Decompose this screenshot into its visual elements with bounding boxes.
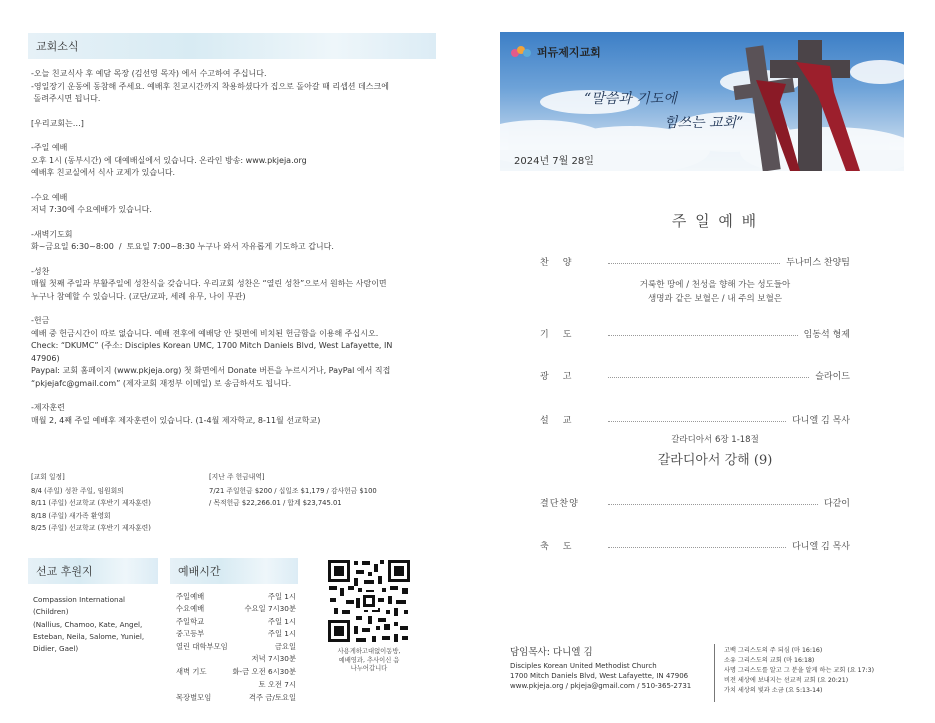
offering-title: [지난 주 헌금내역] bbox=[209, 473, 265, 481]
banner bbox=[500, 32, 904, 171]
scripture-reference: 갈라디아서 6장 1-18절 bbox=[671, 435, 759, 445]
order-praise: 찬양 두나미스 찬양팀 bbox=[540, 257, 850, 268]
church-mission bbox=[724, 646, 874, 696]
service-row: 새벽 기도 화-금 오전 6시30분 bbox=[176, 667, 296, 676]
news-item: [우리교회는…] bbox=[31, 118, 84, 128]
praise-verse-1: 거룩한 땅에 / 천성을 향해 가는 성도들아 bbox=[639, 280, 791, 290]
schedule-item: 8/11 (주일) 선교학교 (후반기 제자훈련) bbox=[31, 499, 151, 507]
service-row: 중고등부 주일 1시 bbox=[176, 629, 296, 638]
praise-verse-2: 생명과 같은 보혈은 / 내 주의 보혈은 bbox=[647, 294, 783, 304]
slogan-line-2: 힘쓰는 교회” bbox=[664, 115, 744, 131]
news-item: -성찬 매월 첫째 주일과 부활주일에 성찬식을 갖습니다. 우리교회 성찬은 “열린 성찬”으로서 원하는 사람이면 누구나 참예할 수 있습니다. (교단/교파, 세례 유무, 나이 무관) bbox=[31, 266, 387, 301]
mission-line: 가치 세상의 빛과 소금 (요 5:13-14) bbox=[724, 687, 823, 694]
footer-divider bbox=[714, 644, 715, 702]
mission-line: 사명 그리스도를 알고 그 분을 알게 하는 교회 (요 17:3) bbox=[724, 667, 874, 674]
org-contact[interactable]: www.pkjeja.org / pkjeja@gmail.com / 510-365-2731 bbox=[510, 682, 692, 690]
church-name: 퍼듀제지교회 bbox=[537, 46, 601, 59]
order-benediction: 축도 다니엘 김 목사 bbox=[540, 541, 850, 552]
pastor-name: 담임목사: 다니엘 김 bbox=[510, 647, 593, 658]
church-schedule bbox=[31, 472, 211, 534]
offering-line: / 목적헌금 $22,266.01 / 합계 $23,745.01 bbox=[209, 499, 342, 507]
service-row: 주일학교 주일 1시 bbox=[176, 617, 296, 626]
schedule-item: 8/4 (주일) 성찬 주일, 임원회의 bbox=[31, 486, 124, 495]
mission-title: 선교 후원지 bbox=[36, 565, 93, 578]
sermon-title: 갈라디아서 강해 (9) bbox=[657, 453, 773, 468]
mission-text: Compassion International (Children) (Nallius, Chamoo, Kate, Angel, Esteban, Neila, Salome, Yuniel, Didier, Gael) bbox=[33, 595, 145, 654]
schedule-item: 8/25 (주일) 선교학교 (후반기 제자훈련) bbox=[31, 524, 151, 532]
service-row: 토 오전 7시 bbox=[258, 680, 296, 689]
service-row: 열린 대학부모임 금요일 bbox=[176, 642, 296, 651]
order-commitment: 결단찬양 다같이 bbox=[540, 498, 850, 509]
news-item: -헌금 예배 중 헌금시간이 따로 없습니다. 예배 전후에 예배당 안 뒷편에 비치된 헌금함을 이용해 주십시오. Check: “DKUMC” (주소: Disciples Korean UMC, 1700 Mitch Daniels Blvd, West Lafayette, IN 47906) Paypal: 교회 홈페이지 (www.pkjeja.org) 첫 화면에서 Donate 버튼을 누르시거나, PayPal 에서 직접 “pkjejafc@gmail.com” (제자교회 재정부 이메일) 로 송금하셔도 됩니다. bbox=[31, 316, 393, 388]
news-body bbox=[31, 68, 441, 427]
service-row: 저녁 7시30분 bbox=[251, 654, 296, 663]
offering-report bbox=[209, 472, 441, 509]
news-item: -수요 예배 저녁 7:30에 수요예배가 있습니다. bbox=[31, 192, 152, 214]
mission-line: 고백 그리스도의 주 되심 (마 16:16) bbox=[724, 647, 823, 654]
logo-icon bbox=[510, 45, 532, 59]
service-times-header bbox=[170, 558, 298, 584]
bulletin-date: 2024년 7월 28일 bbox=[514, 156, 594, 167]
worship-title: 주 일 예 배 bbox=[671, 212, 759, 230]
schedule-title: [교회 일정] bbox=[31, 473, 65, 481]
news-item: -새벽기도회 화~금요일 6:30~8:00 / 토요일 7:00~8:30 누구나 와서 자유롭게 기도하고 갑니다. bbox=[31, 229, 334, 251]
slogan-line-1: “말씀과 기도에 bbox=[584, 91, 677, 107]
service-row: 수요예배 수요일 7시30분 bbox=[176, 604, 296, 613]
order-sermon: 설교 다니엘 김 목사 bbox=[540, 415, 850, 426]
mission-line: 비전 세상에 보내지는 선교적 교회 (요 20:21) bbox=[724, 677, 849, 684]
order-prayer: 기도 임동석 형제 bbox=[540, 329, 850, 340]
service-times-title: 예배시간 bbox=[178, 565, 221, 578]
mission-line: 소유 그리스도의 교회 (마 16:18) bbox=[724, 657, 815, 664]
service-row: 주일예배 주일 1시 bbox=[176, 592, 296, 601]
service-row: 목장별모임 격주 금/토요일 bbox=[176, 693, 296, 702]
church-logo bbox=[510, 44, 601, 60]
news-item: -주일 예배 오후 1시 (동부시간) 에 대예배실에서 있습니다. 온라인 방송: www.pkjeja.org 예배후 친교실에서 식사 교제가 있습니다. bbox=[31, 143, 307, 177]
org-address: 1700 Mitch Daniels Blvd, West Lafayette, IN 47906 bbox=[510, 672, 689, 680]
news-item: -오늘 친교식사 후 예담 목장 (김선영 목자) 에서 수고하여 주십니다. -영일장기 운동에 동참해 주세요. 예배후 친교시간까지 착용하셨다가 집으로 돌아갈 때 리셉션 데스크에 돌려주시면 됩니다. bbox=[31, 69, 389, 103]
order-notice: 광고 슬라이드 bbox=[540, 371, 850, 382]
schedule-item: 8/18 (주일) 새가족 환영회 bbox=[31, 511, 111, 520]
org-name: Disciples Korean United Methodist Church bbox=[510, 662, 657, 670]
news-title: 교회소식 bbox=[36, 40, 79, 53]
church-org bbox=[510, 661, 691, 691]
news-header bbox=[28, 33, 436, 59]
offering-line: 7/21 주일헌금 $200 / 십일조 $1,179 / 감사헌금 $100 bbox=[209, 486, 377, 495]
news-item: -제자훈련 매월 2, 4째 주일 예배후 제자훈련이 있습니다. (1-4월 제자학교, 8-11월 선교학교) bbox=[31, 403, 321, 425]
qr-caption: 사용게하고대없이동방, 예배영과, 추사이신 음 나누어갑니다 bbox=[337, 648, 401, 672]
mission-header bbox=[28, 558, 158, 584]
qr-code[interactable] bbox=[326, 558, 412, 644]
